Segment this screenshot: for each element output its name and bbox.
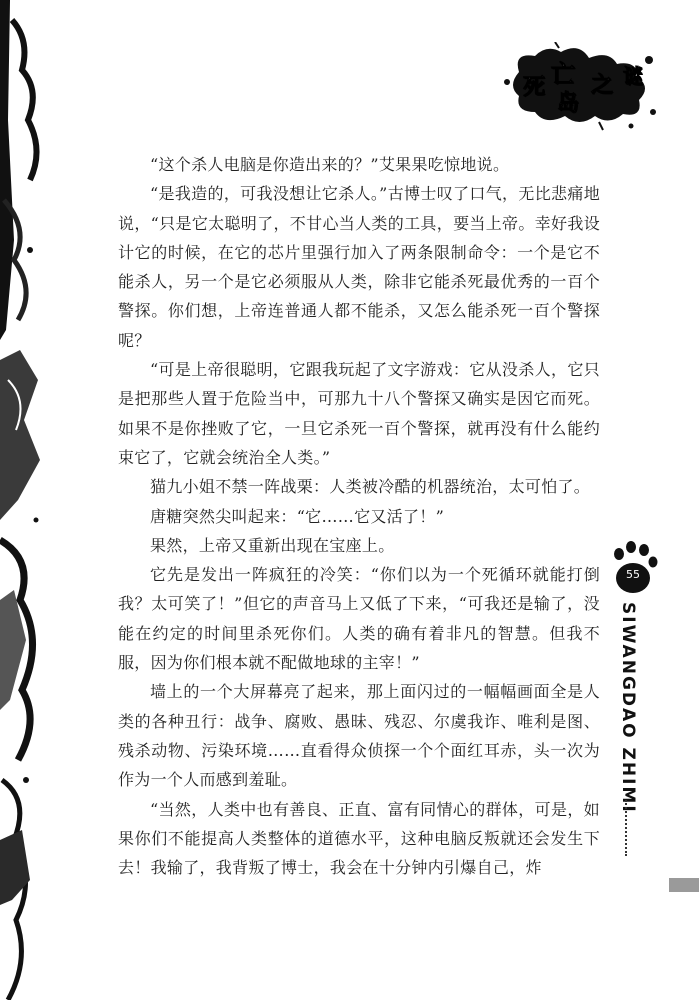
paragraph: 猫九小姐不禁一阵战栗：人类被冷酷的机器统治，太可怕了。 bbox=[150, 477, 591, 497]
dotted-divider bbox=[625, 800, 629, 856]
page-edge-tab bbox=[669, 878, 699, 892]
logo-char: 谜 bbox=[623, 64, 643, 88]
paragraph: “这个杀人电脑是你造出来的？”艾果果吃惊地说。 bbox=[150, 155, 510, 174]
series-title-vertical bbox=[618, 602, 654, 862]
series-title: SIWANGDAO ZHIMI bbox=[618, 602, 638, 814]
logo-char: 岛 bbox=[557, 91, 580, 116]
paragraph: 唐糖突然尖叫起来：“它……它又活了！” bbox=[150, 506, 445, 526]
paragraph: “当然，人类中也有善良、正直、富有同情心的群体，可是，如果你们不能提高人类整体的道德水平，这种电脑反叛就还会发生下去！我输了，我背叛了博士，我会在十分钟内引爆自己，炸 bbox=[118, 799, 600, 878]
page-body bbox=[118, 150, 600, 882]
paragraph: 果然，上帝又重新出现在宝座上。 bbox=[150, 535, 395, 555]
page-number: 55 bbox=[626, 568, 640, 581]
paragraph: “是我造的，可我没想让它杀人。”古博士叹了口气，无比悲痛地说，“只是它太聪明了，不甘心当人类的工具，要当上帝。幸好我设计它的时候，在它的芯片里强行加入了两条限制命令：一个是它不能杀人，另一个是它必须服从人类，除非它能杀死最优秀的一百个警探。你们想，上帝连普通人都不能杀，又怎么能杀死一百个警探呢？ bbox=[118, 184, 600, 350]
logo-char: 亡 bbox=[551, 60, 575, 88]
left-decorative-art bbox=[0, 0, 48, 1000]
logo-char: 之 bbox=[591, 73, 614, 98]
paragraph: 墙上的一个大屏幕亮了起来，那上面闪过的一幅幅画面全是人类的各种丑行：战争、腐败、愚昧、残忍、尔虞我诈、唯利是图、残杀动物、污染环境……直看得众侦探一个个面红耳赤，头一次为作为一个人而感到羞耻。 bbox=[118, 682, 600, 790]
logo-char: 死 bbox=[523, 75, 546, 100]
series-logo bbox=[499, 42, 659, 132]
page-number-paw bbox=[611, 540, 669, 610]
paragraph: “可是上帝很聪明，它跟我玩起了文字游戏：它从没杀人，它只是把那些人置于危险当中，可那九十八个警探又确实是因它而死。如果不是你挫败了它，一旦它杀死一百个警探，就再没有什么能约束它了，它就会统治全人类。” bbox=[118, 360, 600, 467]
paragraph: 它先是发出一阵疯狂的冷笑：“你们以为一个死循环就能打倒我？太可笑了！”但它的声音马上又低了下来，“可我还是输了，没能在约定的时间里杀死你们。人类的确有着非凡的智慧。但我不服，因为你们根本就不配做地球的主宰！” bbox=[118, 565, 600, 673]
